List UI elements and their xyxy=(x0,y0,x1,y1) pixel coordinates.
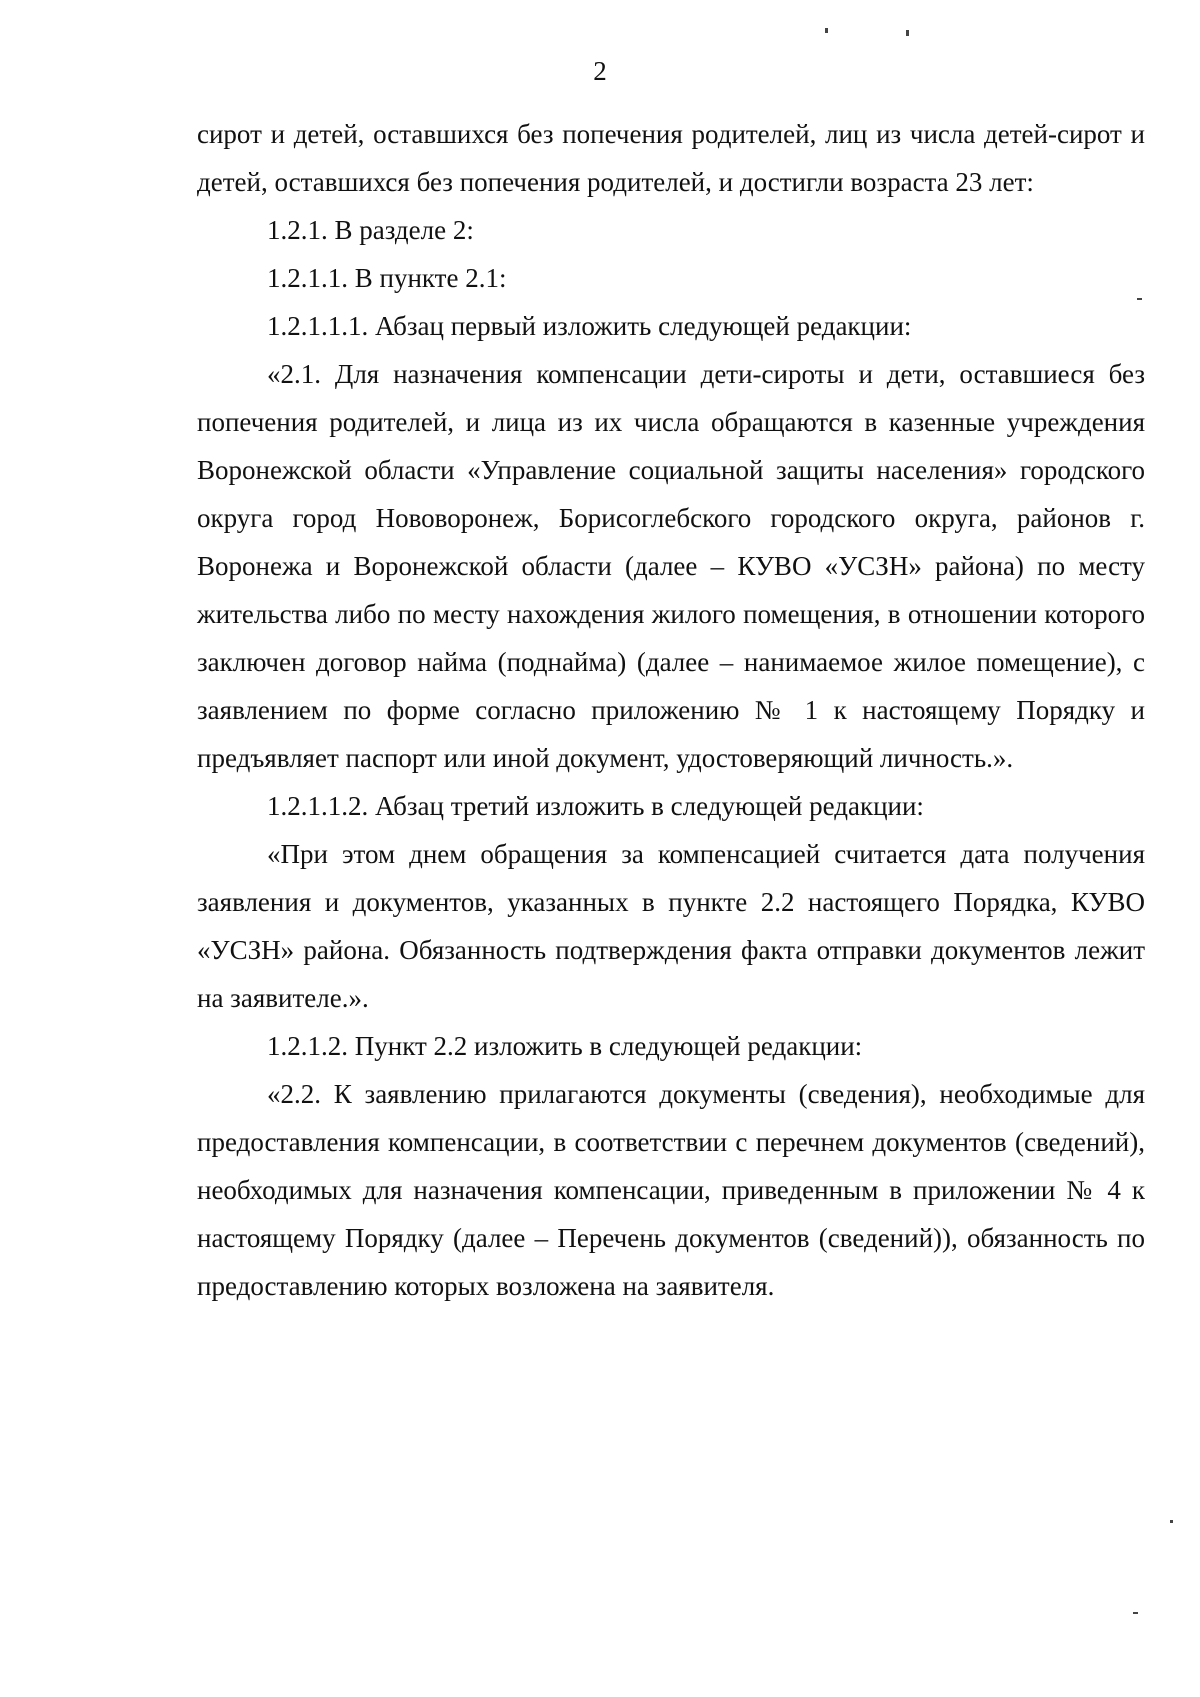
paragraph-quote-application-date: «При этом днем обращения за компенсацией считается дата получения заявления и документов, указанных в пункте 2.2 настоящего Порядка, КУВО «УСЗН» района. Обязанность подтверждения факта отправки документов лежит на заявителе.». xyxy=(197,839,1145,1013)
paragraph-section-1-2-1-2: 1.2.1.2. Пункт 2.2 изложить в следующей редакции: xyxy=(267,1031,863,1061)
scan-artifact xyxy=(906,30,909,36)
paragraph-quote-2-2: «2.2. К заявлению прилагаются документы (сведения), необходимые для предоставления компенсации, в соответствии с перечнем документов (сведений), необходимых для назначения компенсации, приведенным в приложении № 4 к настоящему Порядку (далее – Перечень документов (сведений)), обязанность по предоставлению которых возложена на заявителя. xyxy=(197,1079,1145,1301)
scan-artifact xyxy=(825,28,828,33)
scan-artifact xyxy=(1133,1612,1138,1614)
paragraph-section-1-2-1-1-2: 1.2.1.1.2. Абзац третий изложить в следующей редакции: xyxy=(267,791,924,821)
paragraph-section-1-2-1-1-1: 1.2.1.1.1. Абзац первый изложить следующей редакции: xyxy=(267,311,912,341)
paragraph-section-1-2-1: 1.2.1. В разделе 2: xyxy=(267,215,474,245)
page-number: 2 xyxy=(593,56,607,86)
scan-artifact xyxy=(1170,1520,1173,1523)
document-body xyxy=(197,110,1145,1310)
paragraph-section-1-2-1-1: 1.2.1.1. В пункте 2.1: xyxy=(267,263,507,293)
paragraph-continuation: сирот и детей, оставшихся без попечения родителей, лиц из числа детей-сирот и детей, оставшихся без попечения родителей, и достигли возраста 23 лет: xyxy=(197,119,1145,197)
paragraph-quote-2-1: «2.1. Для назначения компенсации дети-сироты и дети, оставшиеся без попечения родителей, и лица из их числа обращаются в казенные учреждения Воронежской области «Управление социальной защиты населения» городского округа город Нововоронеж, Борисоглебского городского округа, районов г. Воронежа и Воронежской области (далее – КУВО «УСЗН» района) по месту жительства либо по месту нахождения жилого помещения, в отношении которого заключен договор найма (поднайма) (далее – нанимаемое жилое помещение), с заявлением по форме согласно приложению № 1 к настоящему Порядку и предъявляет паспорт или иной документ, удостоверяющий личность.». xyxy=(197,359,1145,773)
